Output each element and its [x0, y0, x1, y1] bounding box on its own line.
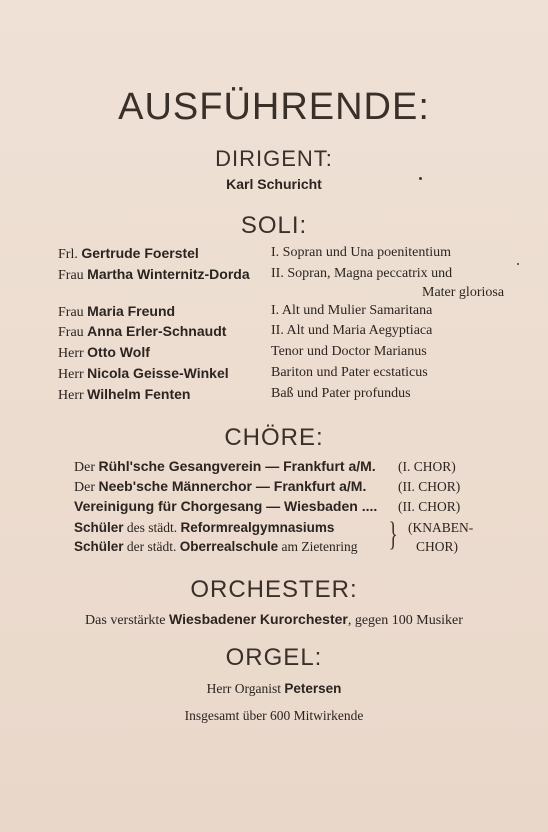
choir-row — [74, 458, 376, 476]
total-performers: Insgesamt über 600 Mitwirkende — [184, 708, 364, 723]
paper-speck — [517, 263, 519, 265]
honorific: Herr — [58, 367, 84, 382]
soloist-title — [58, 365, 229, 383]
boys-choir-tag: (KNABEN- — [408, 520, 474, 535]
brace-glyph: } — [388, 516, 398, 553]
boys-choir-school: Reformrealgymnasiums — [180, 520, 335, 535]
orchestra-line — [0, 611, 548, 629]
choir-row — [74, 498, 377, 516]
soloist-title — [58, 266, 250, 284]
choir-name: Vereinigung für Chorgesang — Wiesbaden .... — [74, 498, 378, 514]
organist-name: Petersen — [284, 681, 342, 696]
honorific: Frau — [58, 325, 84, 340]
honorific: Herr — [58, 346, 84, 361]
soloist-name: Wilhelm Fenten — [87, 386, 191, 402]
soloist-name: Otto Wolf — [87, 344, 150, 360]
soloist-role: I. Sopran und Una poenitentium — [271, 245, 452, 260]
soloist-role: Tenor und Doctor Marianus — [271, 344, 427, 359]
honorific: Frau — [58, 268, 84, 283]
soloist-role-continued: Mater gloriosa — [422, 285, 505, 300]
choir-heading: CHÖRE: — [224, 424, 324, 451]
soloist-name: Martha Winternitz-Dorda — [87, 266, 250, 282]
soloist-role: II. Sopran, Magna peccatrix und — [271, 266, 453, 281]
organ-line — [0, 681, 548, 697]
choir-prefix: Der — [74, 460, 99, 475]
soloist-title — [58, 245, 199, 263]
orchestra-name: Wiesbadener Kurorchester — [169, 611, 348, 627]
choir-tag: (II. CHOR) — [398, 479, 461, 494]
choir-name: Neeb'sche Männerchor — Frankfurt a/M. — [98, 478, 367, 494]
soli-heading: SOLI: — [240, 212, 308, 239]
soloist-name: Anna Erler-Schnaudt — [87, 323, 227, 339]
soloist-title — [58, 344, 150, 362]
boys-choir-school: Oberrealschule — [179, 539, 279, 554]
orchestra-heading: ORCHESTER: — [190, 576, 358, 603]
soloist-title — [58, 323, 226, 341]
orchestra-suffix: , gegen 100 Musiker — [347, 613, 463, 628]
soloist-title — [58, 386, 190, 404]
soloist-role: Bariton und Pater ecstaticus — [271, 365, 428, 380]
orchestra-prefix: Das verstärkte — [85, 613, 170, 628]
honorific: Frau — [58, 305, 84, 320]
boys-choir-text: der städt. — [123, 539, 180, 554]
boys-choir-row — [74, 539, 358, 555]
main-heading: AUSFÜHRENDE: — [118, 86, 430, 128]
conductor-name: Karl Schuricht — [226, 176, 322, 192]
soloist-name: Maria Freund — [87, 303, 176, 319]
soloist-role: II. Alt und Maria Aegyptiaca — [271, 323, 433, 338]
organ-prefix: Herr Organist — [206, 681, 285, 696]
soloist-title — [58, 303, 175, 321]
choir-tag: (I. CHOR) — [398, 459, 456, 474]
boys-choir-word: Schüler — [74, 539, 124, 554]
organ-heading: ORGEL: — [225, 644, 323, 671]
boys-choir-tag: CHOR) — [416, 539, 459, 554]
soloist-name: Gertrude Foerstel — [81, 245, 199, 261]
conductor-heading: DIRIGENT: — [215, 146, 333, 171]
choir-name: Rühl'sche Gesangverein — Frankfurt a/M. — [98, 458, 376, 474]
honorific: Herr — [58, 388, 84, 403]
honorific: Frl. — [58, 247, 78, 262]
soloist-name: Nicola Geisse-Winkel — [87, 365, 229, 381]
choir-prefix: Der — [74, 480, 99, 495]
soloist-role: I. Alt und Mulier Samaritana — [271, 303, 433, 318]
paper-speck — [419, 177, 422, 180]
soloist-role: Baß und Pater profundus — [271, 386, 411, 401]
boys-choir-suffix: am Zietenring — [278, 539, 358, 554]
boys-choir-text: des städt. — [123, 520, 181, 535]
choir-row — [74, 478, 366, 496]
boys-choir-row — [74, 520, 334, 536]
choir-tag: (II. CHOR) — [398, 499, 461, 514]
boys-choir-word: Schüler — [74, 520, 124, 535]
